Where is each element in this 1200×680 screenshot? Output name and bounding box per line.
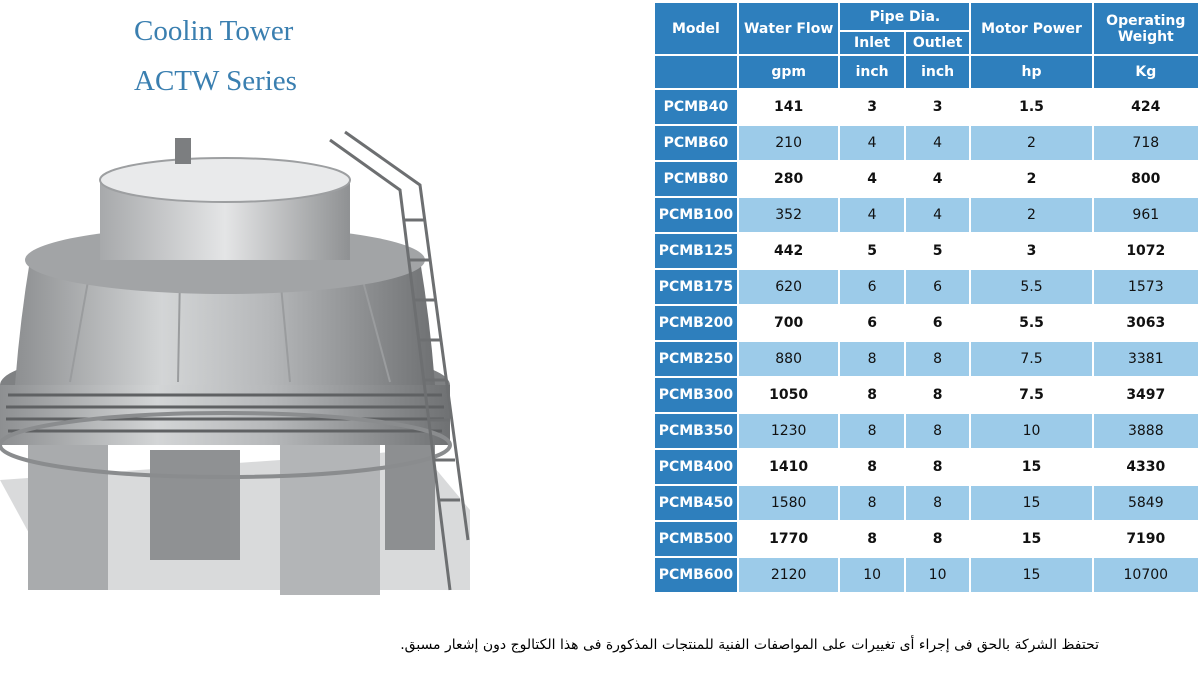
table-row bbox=[654, 269, 1199, 305]
outlet-cell: 3 bbox=[905, 89, 971, 125]
unit-water-flow: gpm bbox=[738, 55, 840, 89]
model-cell: PCMB350 bbox=[654, 413, 738, 449]
cooling-tower-illustration bbox=[0, 120, 470, 600]
header-pipe-dia: Pipe Dia. bbox=[839, 2, 970, 31]
model-cell: PCMB450 bbox=[654, 485, 738, 521]
weight-cell: 3497 bbox=[1093, 377, 1199, 413]
header-model: Model bbox=[654, 2, 738, 55]
motor-power-cell: 2 bbox=[970, 125, 1092, 161]
unit-operating-weight: Kg bbox=[1093, 55, 1199, 89]
table-row bbox=[654, 485, 1199, 521]
inlet-cell: 8 bbox=[839, 485, 904, 521]
table-row bbox=[654, 377, 1199, 413]
motor-power-cell: 15 bbox=[970, 485, 1092, 521]
model-cell: PCMB60 bbox=[654, 125, 738, 161]
outlet-cell: 6 bbox=[905, 269, 971, 305]
motor-power-cell: 10 bbox=[970, 413, 1092, 449]
unit-model-blank bbox=[654, 55, 738, 89]
motor-power-cell: 3 bbox=[970, 233, 1092, 269]
weight-cell: 800 bbox=[1093, 161, 1199, 197]
weight-cell: 1573 bbox=[1093, 269, 1199, 305]
inlet-cell: 4 bbox=[839, 125, 904, 161]
water-flow-cell: 2120 bbox=[738, 557, 840, 593]
weight-cell: 3381 bbox=[1093, 341, 1199, 377]
model-cell: PCMB300 bbox=[654, 377, 738, 413]
model-cell: PCMB125 bbox=[654, 233, 738, 269]
table-row bbox=[654, 521, 1199, 557]
outlet-cell: 4 bbox=[905, 197, 971, 233]
model-cell: PCMB100 bbox=[654, 197, 738, 233]
inlet-cell: 8 bbox=[839, 341, 904, 377]
table-row bbox=[654, 233, 1199, 269]
inlet-cell: 8 bbox=[839, 377, 904, 413]
outlet-cell: 4 bbox=[905, 161, 971, 197]
motor-power-cell: 5.5 bbox=[970, 269, 1092, 305]
motor-power-cell: 2 bbox=[970, 161, 1092, 197]
outlet-cell: 6 bbox=[905, 305, 971, 341]
header-inlet: Inlet bbox=[839, 31, 904, 55]
table-row bbox=[654, 197, 1199, 233]
title-line-1: Coolin Tower bbox=[134, 15, 294, 47]
table-row bbox=[654, 125, 1199, 161]
water-flow-cell: 352 bbox=[738, 197, 840, 233]
weight-cell: 961 bbox=[1093, 197, 1199, 233]
inlet-cell: 8 bbox=[839, 413, 904, 449]
inlet-cell: 10 bbox=[839, 557, 904, 593]
motor-power-cell: 7.5 bbox=[970, 341, 1092, 377]
table-row bbox=[654, 413, 1199, 449]
model-cell: PCMB80 bbox=[654, 161, 738, 197]
inlet-cell: 5 bbox=[839, 233, 904, 269]
motor-power-cell: 1.5 bbox=[970, 89, 1092, 125]
weight-cell: 7190 bbox=[1093, 521, 1199, 557]
weight-cell: 424 bbox=[1093, 89, 1199, 125]
title-line-2: ACTW Series bbox=[134, 65, 297, 97]
water-flow-cell: 880 bbox=[738, 341, 840, 377]
inlet-cell: 4 bbox=[839, 197, 904, 233]
water-flow-cell: 1230 bbox=[738, 413, 840, 449]
table-row bbox=[654, 305, 1199, 341]
water-flow-cell: 620 bbox=[738, 269, 840, 305]
water-flow-cell: 210 bbox=[738, 125, 840, 161]
model-cell: PCMB600 bbox=[654, 557, 738, 593]
model-cell: PCMB200 bbox=[654, 305, 738, 341]
unit-inlet: inch bbox=[839, 55, 904, 89]
inlet-cell: 8 bbox=[839, 449, 904, 485]
disclaimer-note: تحتفظ الشركة بالحق فى إجراء أى تغييرات على المواصفات الفنية للمنتجات المذكورة فى هذا الكتالوج دون إشعار مسبق. bbox=[400, 637, 1099, 653]
water-flow-cell: 280 bbox=[738, 161, 840, 197]
table-row bbox=[654, 89, 1199, 125]
unit-motor-power: hp bbox=[970, 55, 1092, 89]
model-cell: PCMB500 bbox=[654, 521, 738, 557]
weight-cell: 718 bbox=[1093, 125, 1199, 161]
table-row bbox=[654, 161, 1199, 197]
weight-cell: 3888 bbox=[1093, 413, 1199, 449]
outlet-cell: 8 bbox=[905, 341, 971, 377]
inlet-cell: 6 bbox=[839, 269, 904, 305]
inlet-cell: 4 bbox=[839, 161, 904, 197]
table-row bbox=[654, 557, 1199, 593]
header-operating-weight: Operating Weight bbox=[1093, 2, 1199, 55]
outlet-cell: 5 bbox=[905, 233, 971, 269]
outlet-cell: 8 bbox=[905, 449, 971, 485]
inlet-cell: 6 bbox=[839, 305, 904, 341]
model-cell: PCMB40 bbox=[654, 89, 738, 125]
header-motor-power: Motor Power bbox=[970, 2, 1092, 55]
water-flow-cell: 1580 bbox=[738, 485, 840, 521]
water-flow-cell: 1410 bbox=[738, 449, 840, 485]
outlet-cell: 10 bbox=[905, 557, 971, 593]
model-cell: PCMB400 bbox=[654, 449, 738, 485]
inlet-cell: 3 bbox=[839, 89, 904, 125]
motor-power-cell: 7.5 bbox=[970, 377, 1092, 413]
weight-cell: 3063 bbox=[1093, 305, 1199, 341]
weight-cell: 4330 bbox=[1093, 449, 1199, 485]
motor-power-cell: 15 bbox=[970, 449, 1092, 485]
outlet-cell: 8 bbox=[905, 413, 971, 449]
model-cell: PCMB250 bbox=[654, 341, 738, 377]
weight-cell: 5849 bbox=[1093, 485, 1199, 521]
water-flow-cell: 442 bbox=[738, 233, 840, 269]
weight-cell: 1072 bbox=[1093, 233, 1199, 269]
motor-power-cell: 15 bbox=[970, 557, 1092, 593]
weight-cell: 10700 bbox=[1093, 557, 1199, 593]
water-flow-cell: 141 bbox=[738, 89, 840, 125]
specification-table bbox=[653, 1, 1200, 594]
motor-power-cell: 5.5 bbox=[970, 305, 1092, 341]
water-flow-cell: 700 bbox=[738, 305, 840, 341]
header-outlet: Outlet bbox=[905, 31, 971, 55]
outlet-cell: 8 bbox=[905, 485, 971, 521]
water-flow-cell: 1770 bbox=[738, 521, 840, 557]
inlet-cell: 8 bbox=[839, 521, 904, 557]
unit-outlet: inch bbox=[905, 55, 971, 89]
model-cell: PCMB175 bbox=[654, 269, 738, 305]
outlet-cell: 8 bbox=[905, 521, 971, 557]
motor-power-cell: 15 bbox=[970, 521, 1092, 557]
outlet-cell: 8 bbox=[905, 377, 971, 413]
outlet-cell: 4 bbox=[905, 125, 971, 161]
motor-power-cell: 2 bbox=[970, 197, 1092, 233]
table-row bbox=[654, 449, 1199, 485]
table-row bbox=[654, 341, 1199, 377]
water-flow-cell: 1050 bbox=[738, 377, 840, 413]
header-water-flow: Water Flow bbox=[738, 2, 840, 55]
